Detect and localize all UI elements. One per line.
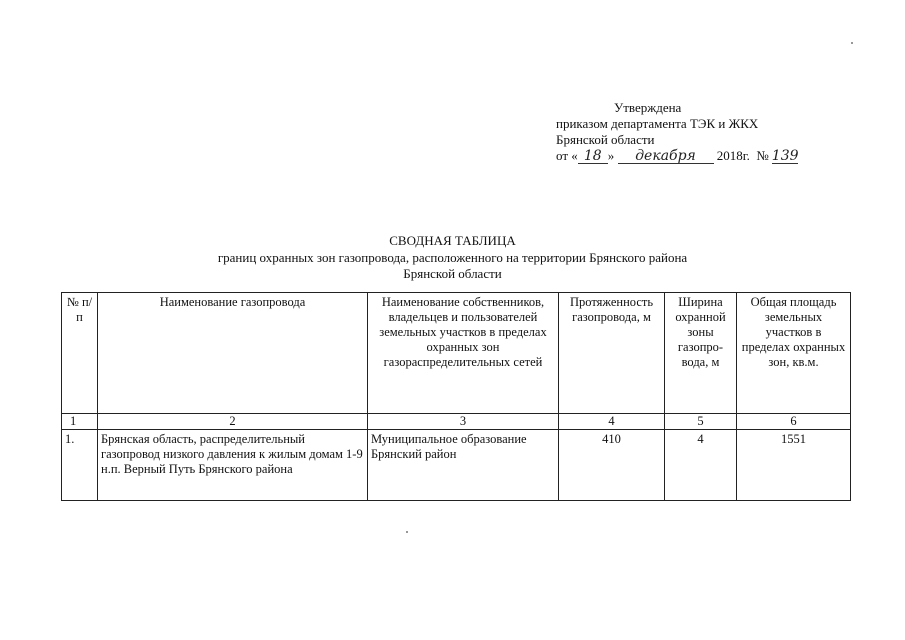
date-prefix: от « (556, 148, 578, 163)
document-subtitle: границ охранных зон газопровода, расположенного на территории Брянского района (217, 250, 688, 265)
row-zone-width: 4 (665, 430, 737, 501)
date-year: 2018г. (716, 148, 750, 163)
date-month: декабря (618, 149, 714, 164)
column-number: 3 (368, 414, 559, 430)
approval-date-line (556, 148, 798, 164)
scan-speck (406, 531, 408, 533)
number-prefix: № (756, 148, 769, 163)
column-number: 1 (62, 414, 98, 430)
order-number: 139 (771, 148, 799, 164)
column-number: 2 (98, 414, 368, 430)
row-owners: Муниципальное образование Брянский район (368, 430, 559, 501)
document-title: СВОДНАЯ ТАБЛИЦА (389, 233, 516, 248)
table-row (62, 430, 851, 501)
header-length: Протяженность газопровода, м (559, 293, 665, 414)
row-num: 1. (62, 430, 98, 501)
zones-table (61, 292, 851, 501)
header-zone-width: Ширина охранной зоны газопро-вода, м (665, 293, 737, 414)
date-mid: » (607, 148, 615, 163)
column-number: 4 (559, 414, 665, 430)
table-header-row (62, 293, 851, 414)
row-total-area: 1551 (737, 430, 851, 501)
approval-title: Утверждена (614, 100, 682, 115)
column-numbers-row (62, 414, 851, 430)
date-day: 18 (578, 149, 608, 164)
column-number: 6 (737, 414, 851, 430)
row-pipeline-name: Брянская область, распределительный газопровод низкого давления к жилым домам 1-9 н.п. Верный Путь Брянского района (98, 430, 368, 501)
approval-block (556, 100, 798, 164)
approval-region-line: Брянской области (556, 132, 655, 147)
row-length: 410 (559, 430, 665, 501)
approval-order-line: приказом департамента ТЭК и ЖКХ (556, 116, 759, 131)
header-owners: Наименование собственников, владельцев и пользователей земельных участков в пределах охранных зон газораспределительных сетей (368, 293, 559, 414)
header-num: № п/п (62, 293, 98, 414)
document-subtitle-region: Брянской области (403, 266, 502, 281)
scan-speck (851, 42, 853, 44)
header-pipeline-name: Наименование газопровода (98, 293, 368, 414)
column-number: 5 (665, 414, 737, 430)
header-total-area: Общая площадь земельных участков в пределах охранных зон, кв.м. (737, 293, 851, 414)
